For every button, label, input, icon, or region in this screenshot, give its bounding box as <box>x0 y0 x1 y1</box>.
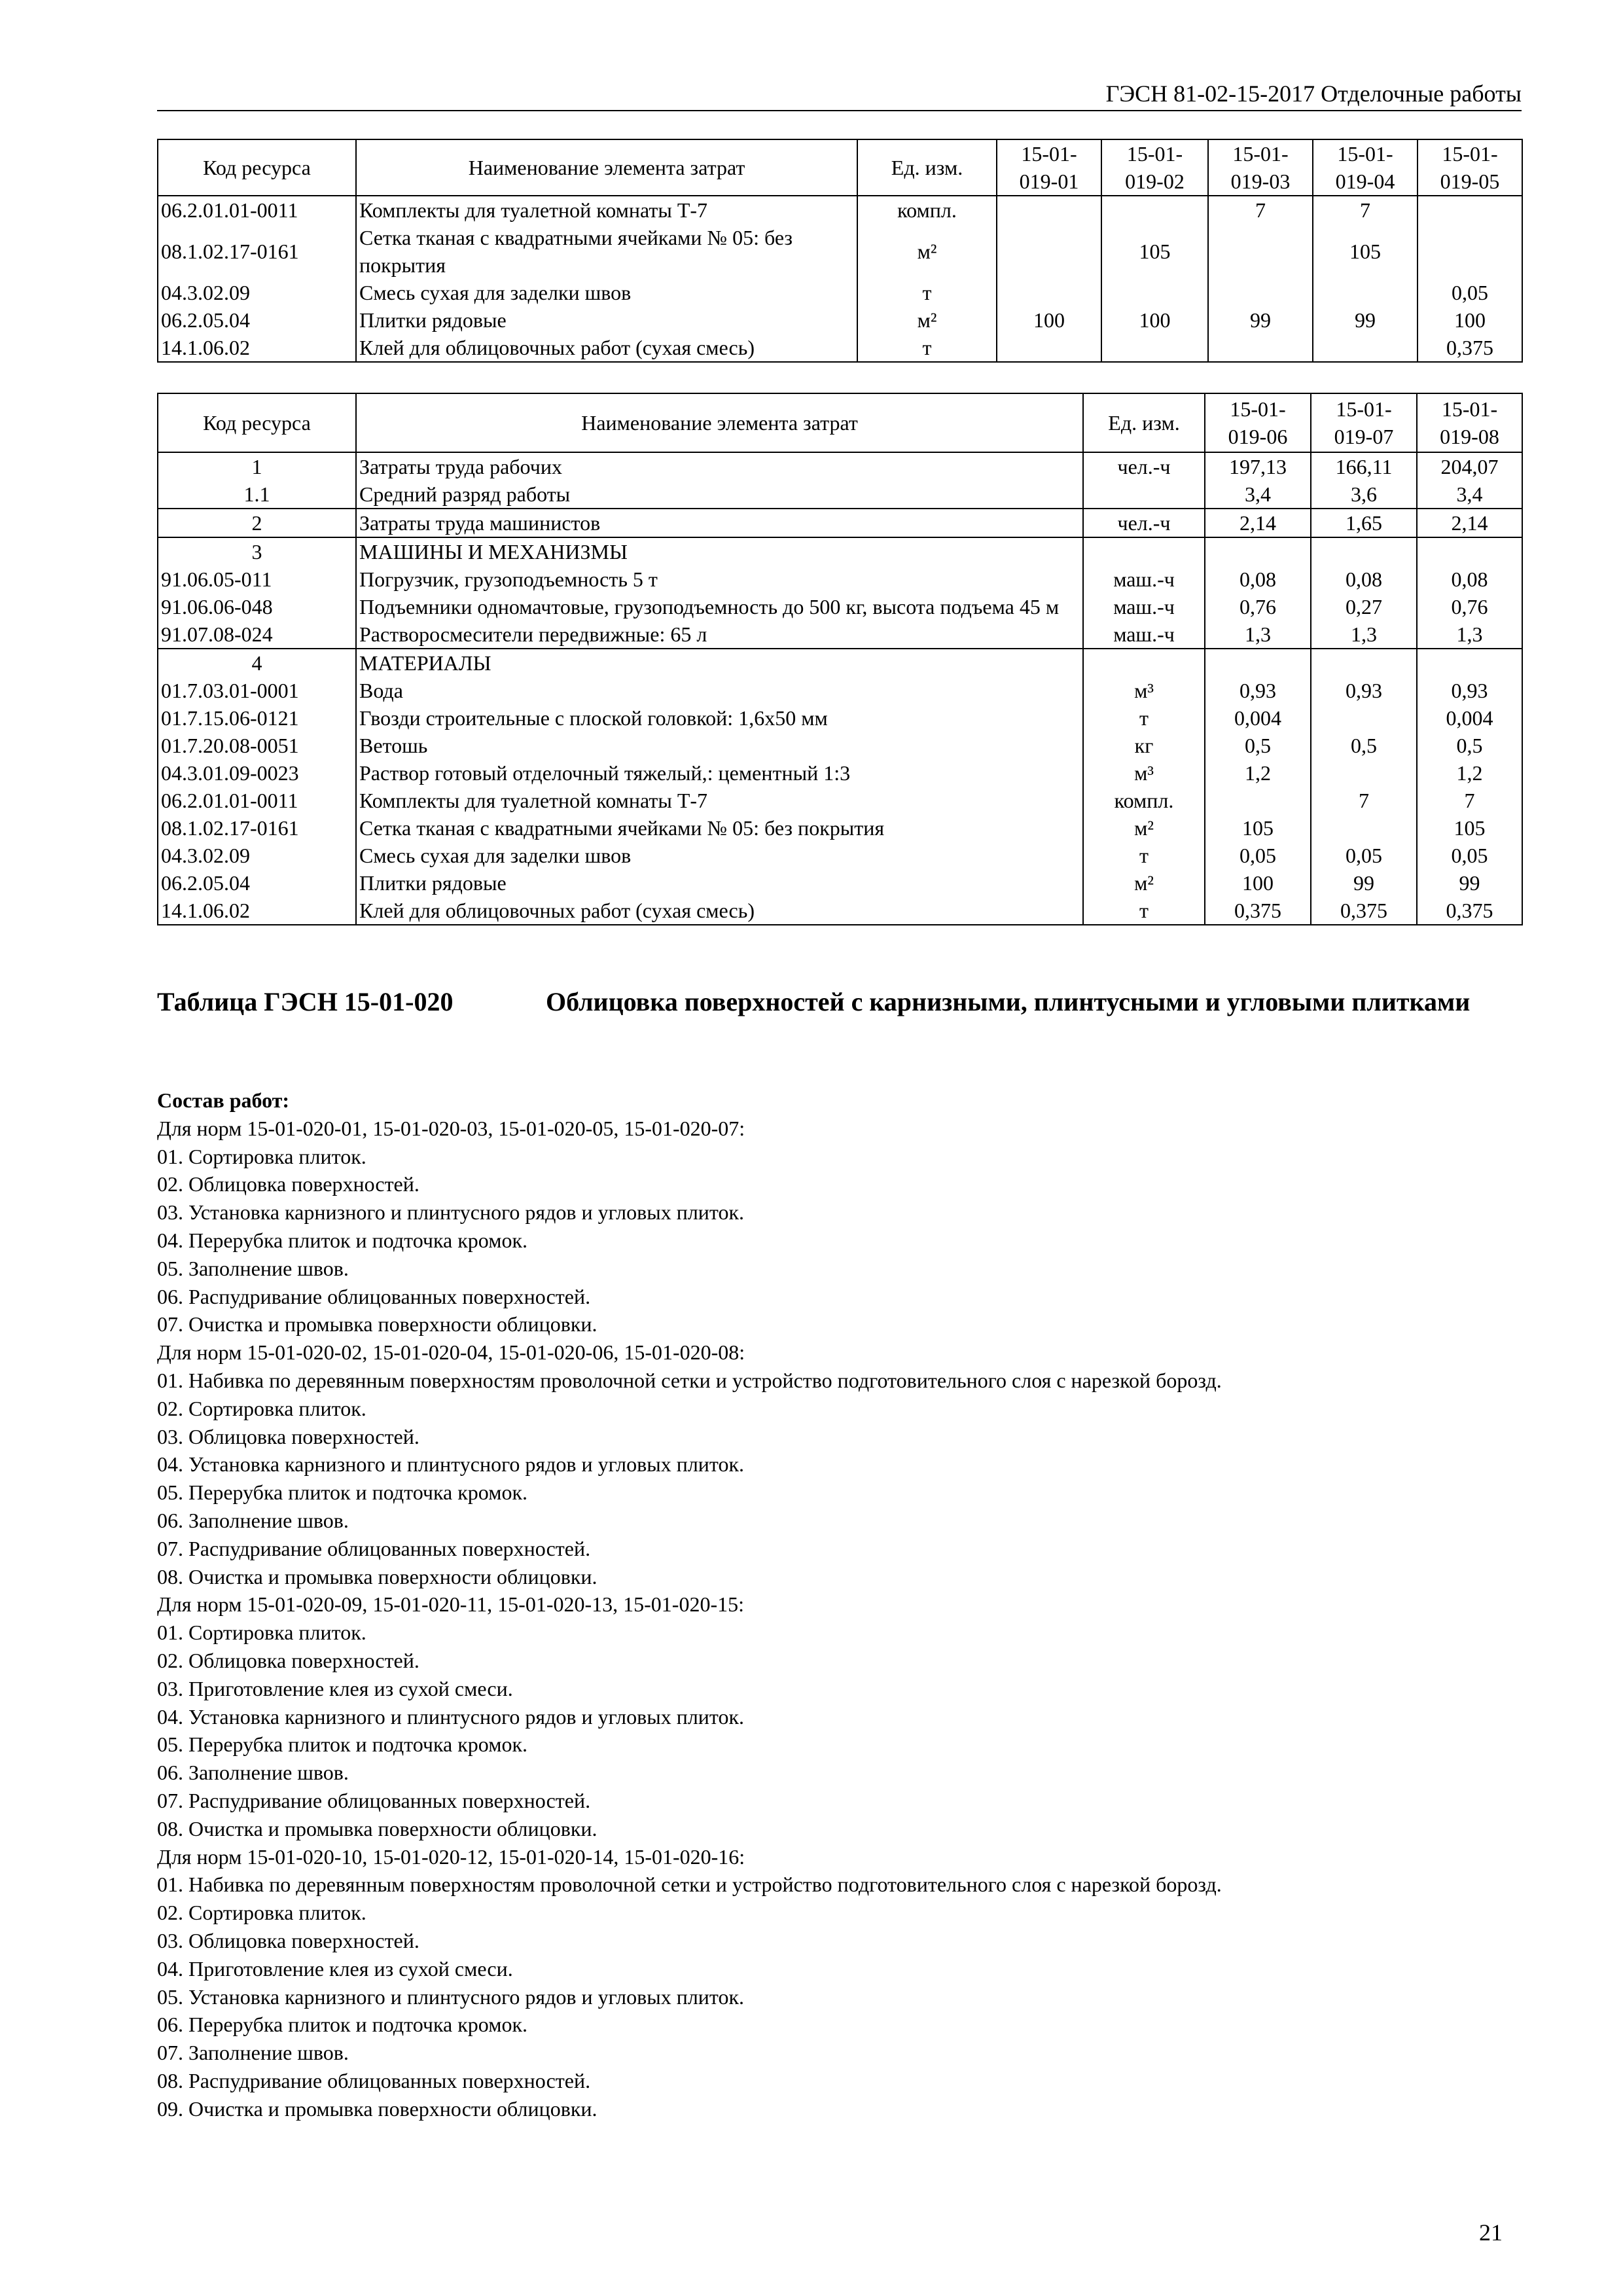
value-cell <box>1205 649 1311 677</box>
value-cell <box>1205 537 1311 565</box>
value-cell <box>1101 196 1208 224</box>
col-header-norm: 15-01- 019-02 <box>1101 139 1208 196</box>
resource-name-cell: Смесь сухая для заделки швов <box>356 842 1083 869</box>
resource-code-cell: 3 <box>158 537 356 565</box>
resource-name-cell: МАШИНЫ И МЕХАНИЗМЫ <box>356 537 1083 565</box>
value-cell <box>1418 196 1522 224</box>
table-row <box>158 759 1522 787</box>
value-cell: 105 <box>1101 224 1208 279</box>
resource-code-cell: 06.2.01.01-0011 <box>158 196 356 224</box>
value-cell: 0,375 <box>1311 897 1417 925</box>
work-step: 01. Сортировка плиток. <box>157 1621 366 1645</box>
resource-name-cell: Сетка тканая с квадратными ячейками № 05: без покрытия <box>356 224 857 279</box>
resource-code-cell: 14.1.06.02 <box>158 897 356 925</box>
value-cell <box>1313 334 1418 362</box>
resource-name-cell: Клей для облицовочных работ (сухая смесь) <box>356 334 857 362</box>
work-step: 03. Облицовка поверхностей. <box>157 1424 419 1448</box>
unit-cell: кг <box>1083 732 1205 759</box>
unit-cell: чел.-ч <box>1083 509 1205 537</box>
unit-cell: компл. <box>857 196 997 224</box>
unit-cell: т <box>857 334 997 362</box>
resource-code-cell: 06.2.05.04 <box>158 306 356 334</box>
value-cell: 7 <box>1311 787 1417 814</box>
resource-name-cell: Средний разряд работы <box>356 480 1083 509</box>
col-header-code: Код ресурса <box>158 139 356 196</box>
value-cell: 0,27 <box>1311 593 1417 620</box>
work-step: 02. Облицовка поверхностей. <box>157 1172 419 1196</box>
value-cell <box>1417 537 1522 565</box>
resource-name-cell: Смесь сухая для заделки швов <box>356 279 857 306</box>
value-cell: 0,05 <box>1311 842 1417 869</box>
value-cell: 99 <box>1313 306 1418 334</box>
unit-cell: т <box>1083 704 1205 732</box>
table-row <box>158 593 1522 620</box>
value-cell: 0,93 <box>1417 677 1522 704</box>
resource-code-cell: 08.1.02.17-0161 <box>158 224 356 279</box>
resource-code-cell: 1.1 <box>158 480 356 509</box>
table-row <box>158 279 1522 306</box>
col-header-unit: Ед. изм. <box>857 139 997 196</box>
value-cell: 1,3 <box>1205 620 1311 649</box>
page-number: 21 <box>1479 2219 1503 2246</box>
value-cell: 100 <box>1101 306 1208 334</box>
value-cell: 7 <box>1417 787 1522 814</box>
value-cell: 0,08 <box>1417 565 1522 593</box>
value-cell: 0,05 <box>1417 842 1522 869</box>
table-row <box>158 732 1522 759</box>
resource-name-cell: Сетка тканая с квадратными ячейками № 05: без покрытия <box>356 814 1083 842</box>
work-step: 04. Установка карнизного и плинтусного рядов и угловых плиток. <box>157 1704 745 1729</box>
table-row <box>158 869 1522 897</box>
table-body <box>158 452 1522 925</box>
table-row <box>158 677 1522 704</box>
work-step: 09. Очистка и промывка поверхности облицовки. <box>157 2096 597 2121</box>
resource-code-cell: 91.06.05-011 <box>158 565 356 593</box>
resource-code-cell: 08.1.02.17-0161 <box>158 814 356 842</box>
work-step: 04. Установка карнизного и плинтусного рядов и угловых плиток. <box>157 1452 745 1477</box>
unit-cell: маш.-ч <box>1083 593 1205 620</box>
resource-name-cell: Клей для облицовочных работ (сухая смесь) <box>356 897 1083 925</box>
value-cell <box>997 196 1101 224</box>
resource-table-2 <box>157 393 1523 925</box>
value-cell <box>997 279 1101 306</box>
running-header: ГЭСН 81-02-15-2017 Отделочные работы <box>157 77 1522 111</box>
resource-name-cell: Погрузчик, грузоподъемность 5 т <box>356 565 1083 593</box>
works-title: Состав работ: <box>157 1088 290 1112</box>
resource-name-cell: Плитки рядовые <box>356 869 1083 897</box>
resource-code-cell: 4 <box>158 649 356 677</box>
resource-code-cell: 06.2.01.01-0011 <box>158 787 356 814</box>
value-cell: 1,3 <box>1417 620 1522 649</box>
resource-name-cell: Плитки рядовые <box>356 306 857 334</box>
work-step: 02. Сортировка плиток. <box>157 1396 366 1420</box>
table-row <box>158 787 1522 814</box>
work-step: 08. Очистка и промывка поверхности облицовки. <box>157 1564 597 1588</box>
value-cell <box>1311 704 1417 732</box>
resource-code-cell: 04.3.01.09-0023 <box>158 759 356 787</box>
col-header-norm: 15-01- 019-06 <box>1205 393 1311 452</box>
unit-cell <box>1083 649 1205 677</box>
value-cell <box>1101 279 1208 306</box>
value-cell: 3,4 <box>1417 480 1522 509</box>
value-cell <box>1311 537 1417 565</box>
works-composition <box>157 1086 1522 2123</box>
value-cell <box>1311 649 1417 677</box>
unit-cell: т <box>857 279 997 306</box>
value-cell: 100 <box>1205 869 1311 897</box>
col-header-norm: 15-01- 019-07 <box>1311 393 1417 452</box>
table-row <box>158 897 1522 925</box>
value-cell: 100 <box>1418 306 1522 334</box>
work-step: 07. Заполнение швов. <box>157 2041 349 2065</box>
table-row <box>158 704 1522 732</box>
norms-group-heading: Для норм 15-01-020-09, 15-01-020-11, 15-01-020-13, 15-01-020-15: <box>157 1592 744 1617</box>
resource-name-cell: Растворосмесители передвижные: 65 л <box>356 620 1083 649</box>
table-row <box>158 334 1522 362</box>
unit-cell: м³ <box>1083 677 1205 704</box>
value-cell <box>1208 279 1313 306</box>
unit-cell <box>1083 537 1205 565</box>
resource-name-cell: Вода <box>356 677 1083 704</box>
value-cell: 0,375 <box>1418 334 1522 362</box>
value-cell <box>997 224 1101 279</box>
table-row <box>158 814 1522 842</box>
unit-cell: маш.-ч <box>1083 620 1205 649</box>
table-number: Таблица ГЭСН 15-01-020 <box>157 987 454 1016</box>
value-cell <box>1311 814 1417 842</box>
value-cell: 197,13 <box>1205 452 1311 480</box>
value-cell <box>997 334 1101 362</box>
value-cell: 166,11 <box>1311 452 1417 480</box>
work-step: 07. Распудривание облицованных поверхностей. <box>157 1788 591 1812</box>
value-cell: 0,5 <box>1205 732 1311 759</box>
value-cell: 2,14 <box>1417 509 1522 537</box>
resource-code-cell: 2 <box>158 509 356 537</box>
unit-cell: чел.-ч <box>1083 452 1205 480</box>
work-step: 08. Распудривание облицованных поверхностей. <box>157 2068 591 2092</box>
work-step: 03. Облицовка поверхностей. <box>157 1928 419 1952</box>
unit-cell: т <box>1083 897 1205 925</box>
value-cell: 99 <box>1208 306 1313 334</box>
table-row <box>158 224 1522 279</box>
value-cell: 204,07 <box>1417 452 1522 480</box>
value-cell: 105 <box>1417 814 1522 842</box>
work-step: 06. Заполнение швов. <box>157 1508 349 1532</box>
value-cell: 1,2 <box>1205 759 1311 787</box>
table-body <box>158 196 1522 362</box>
work-step: 02. Облицовка поверхностей. <box>157 1648 419 1672</box>
value-cell: 3,6 <box>1311 480 1417 509</box>
value-cell: 0,76 <box>1205 593 1311 620</box>
work-step: 01. Набивка по деревянным поверхностям проволочной сетки и устройство подготовительного слоя с нарезкой борозд. <box>157 1368 1222 1392</box>
value-cell: 0,05 <box>1418 279 1522 306</box>
col-header-norm: 15-01- 019-05 <box>1418 139 1522 196</box>
table-row <box>158 565 1522 593</box>
resource-code-cell: 04.3.02.09 <box>158 279 356 306</box>
value-cell <box>1311 759 1417 787</box>
resource-code-cell: 91.06.06-048 <box>158 593 356 620</box>
value-cell: 7 <box>1208 196 1313 224</box>
value-cell: 0,375 <box>1417 897 1522 925</box>
work-step: 08. Очистка и промывка поверхности облицовки. <box>157 1816 597 1840</box>
col-header-norm: 15-01- 019-01 <box>997 139 1101 196</box>
value-cell: 1,65 <box>1311 509 1417 537</box>
value-cell <box>1313 279 1418 306</box>
work-step: 06. Заполнение швов. <box>157 1761 349 1785</box>
resource-name-cell: Затраты труда машинистов <box>356 509 1083 537</box>
value-cell <box>1208 224 1313 279</box>
norms-group-heading: Для норм 15-01-020-02, 15-01-020-04, 15-01-020-06, 15-01-020-08: <box>157 1340 745 1365</box>
work-step: 07. Распудривание облицованных поверхностей. <box>157 1536 591 1560</box>
value-cell: 0,93 <box>1205 677 1311 704</box>
resource-code-cell: 06.2.05.04 <box>158 869 356 897</box>
resource-name-cell: Подъемники одномачтовые, грузоподъемность до 500 кг, высота подъема 45 м <box>356 593 1083 620</box>
resource-name-cell: Гвозди строительные с плоской головкой: 1,6х50 мм <box>356 704 1083 732</box>
table-row <box>158 842 1522 869</box>
work-step: 05. Перерубка плиток и подточка кромок. <box>157 1480 527 1505</box>
value-cell: 0,5 <box>1311 732 1417 759</box>
resource-name-cell: Затраты труда рабочих <box>356 452 1083 480</box>
col-header-norm: 15-01- 019-03 <box>1208 139 1313 196</box>
value-cell: 0,05 <box>1205 842 1311 869</box>
value-cell <box>1208 334 1313 362</box>
col-header-unit: Ед. изм. <box>1083 393 1205 452</box>
unit-cell <box>1083 480 1205 509</box>
value-cell: 1,2 <box>1417 759 1522 787</box>
unit-cell: т <box>1083 842 1205 869</box>
work-step: 06. Перерубка плиток и подточка кромок. <box>157 2013 527 2037</box>
resource-code-cell: 01.7.20.08-0051 <box>158 732 356 759</box>
value-cell: 3,4 <box>1205 480 1311 509</box>
work-step: 05. Заполнение швов. <box>157 1256 349 1280</box>
unit-cell: м² <box>857 224 997 279</box>
col-header-name: Наименование элемента затрат <box>356 393 1083 452</box>
col-header-norm: 15-01- 019-08 <box>1417 393 1522 452</box>
value-cell <box>1101 334 1208 362</box>
work-step: 02. Сортировка плиток. <box>157 1901 366 1925</box>
resource-code-cell: 14.1.06.02 <box>158 334 356 362</box>
table-row <box>158 196 1522 224</box>
value-cell: 2,14 <box>1205 509 1311 537</box>
value-cell: 0,08 <box>1205 565 1311 593</box>
resource-code-cell: 04.3.02.09 <box>158 842 356 869</box>
resource-name-cell: МАТЕРИАЛЫ <box>356 649 1083 677</box>
value-cell <box>1418 224 1522 279</box>
unit-cell: м² <box>857 306 997 334</box>
value-cell <box>1205 787 1311 814</box>
value-cell: 0,76 <box>1417 593 1522 620</box>
resource-name-cell: Комплекты для туалетной комнаты Т-7 <box>356 787 1083 814</box>
work-step: 04. Перерубка плиток и подточка кромок. <box>157 1228 527 1252</box>
value-cell <box>1417 649 1522 677</box>
norms-group-heading: Для норм 15-01-020-01, 15-01-020-03, 15-01-020-05, 15-01-020-07: <box>157 1116 745 1140</box>
value-cell: 0,5 <box>1417 732 1522 759</box>
table-row <box>158 509 1522 537</box>
col-header-name: Наименование элемента затрат <box>356 139 857 196</box>
work-step: 05. Установка карнизного и плинтусного рядов и угловых плиток. <box>157 1984 745 2009</box>
work-step: 03. Приготовление клея из сухой смеси. <box>157 1676 513 1700</box>
work-step: 07. Очистка и промывка поверхности облицовки. <box>157 1312 597 1336</box>
value-cell: 99 <box>1417 869 1522 897</box>
resource-name-cell: Ветошь <box>356 732 1083 759</box>
col-header-code: Код ресурса <box>158 393 356 452</box>
value-cell: 0,93 <box>1311 677 1417 704</box>
resource-name-cell: Комплекты для туалетной комнаты Т-7 <box>356 196 857 224</box>
table-row <box>158 480 1522 509</box>
table-row <box>158 649 1522 677</box>
work-step: 06. Распудривание облицованных поверхностей. <box>157 1284 591 1308</box>
resource-code-cell: 91.07.08-024 <box>158 620 356 649</box>
unit-cell: компл. <box>1083 787 1205 814</box>
value-cell: 7 <box>1313 196 1418 224</box>
col-header-norm: 15-01- 019-04 <box>1313 139 1418 196</box>
works-list <box>157 1115 1522 2123</box>
work-step: 04. Приготовление клея из сухой смеси. <box>157 1956 513 1981</box>
value-cell: 0,08 <box>1311 565 1417 593</box>
resource-table-1 <box>157 139 1523 363</box>
unit-cell: м² <box>1083 869 1205 897</box>
resource-code-cell: 01.7.15.06-0121 <box>158 704 356 732</box>
table-row <box>158 452 1522 480</box>
value-cell: 105 <box>1205 814 1311 842</box>
table-title: Облицовка поверхностей с карнизными, плинтусными и угловыми плитками <box>546 987 1471 1016</box>
value-cell: 0,004 <box>1205 704 1311 732</box>
resource-code-cell: 1 <box>158 452 356 480</box>
table-row <box>158 620 1522 649</box>
unit-cell: м² <box>1083 814 1205 842</box>
value-cell: 1,3 <box>1311 620 1417 649</box>
unit-cell: м³ <box>1083 759 1205 787</box>
work-step: 01. Сортировка плиток. <box>157 1144 366 1168</box>
value-cell: 105 <box>1313 224 1418 279</box>
work-step: 03. Установка карнизного и плинтусного рядов и угловых плиток. <box>157 1200 745 1225</box>
table-row <box>158 306 1522 334</box>
value-cell: 100 <box>997 306 1101 334</box>
resource-code-cell: 01.7.03.01-0001 <box>158 677 356 704</box>
unit-cell: маш.-ч <box>1083 565 1205 593</box>
value-cell: 0,375 <box>1205 897 1311 925</box>
norms-group-heading: Для норм 15-01-020-10, 15-01-020-12, 15-01-020-14, 15-01-020-16: <box>157 1844 745 1869</box>
table-row <box>158 537 1522 565</box>
value-cell: 99 <box>1311 869 1417 897</box>
value-cell: 0,004 <box>1417 704 1522 732</box>
resource-name-cell: Раствор готовый отделочный тяжелый,: цементный 1:3 <box>356 759 1083 787</box>
work-step: 01. Набивка по деревянным поверхностям проволочной сетки и устройство подготовительного слоя с нарезкой борозд. <box>157 1873 1222 1897</box>
work-step: 05. Перерубка плиток и подточка кромок. <box>157 1732 527 1757</box>
